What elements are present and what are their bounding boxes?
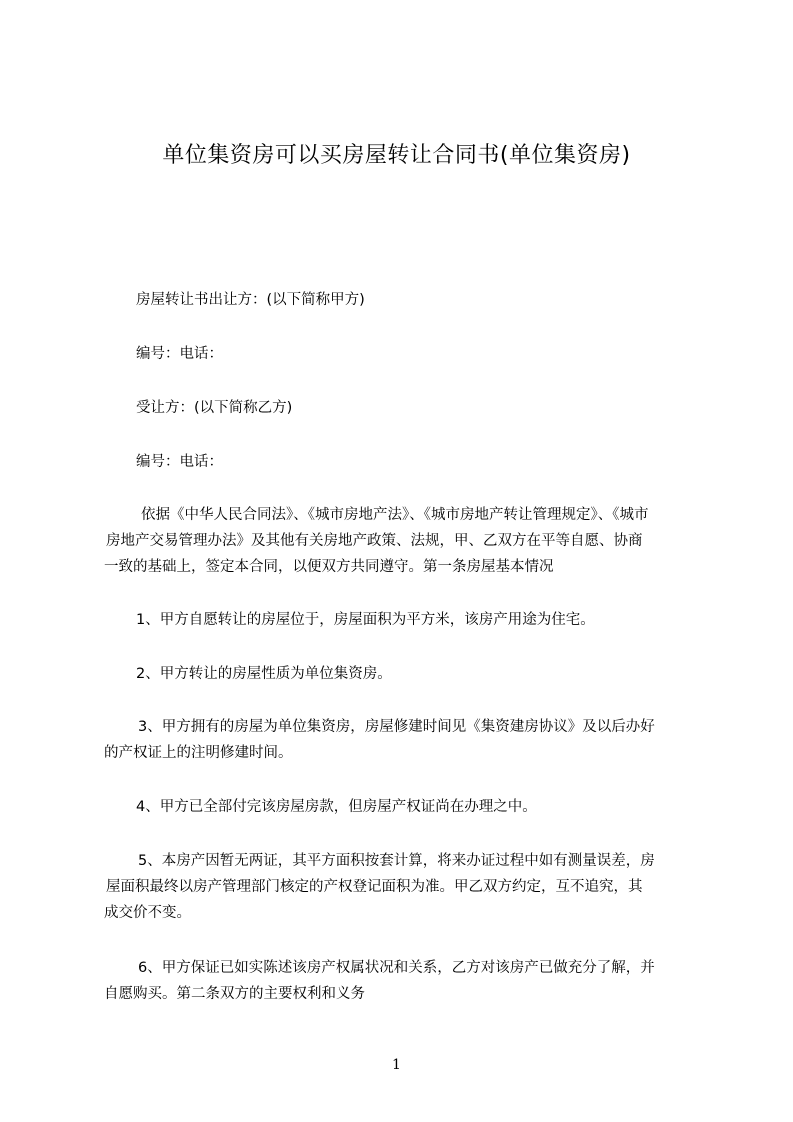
paragraph-line: 的产权证上的注明修建时间。: [104, 745, 293, 761]
paragraph-line: 6、甲方保证已如实陈述该房产权属状况和关系，乙方对该房产已做充分了解，并: [138, 960, 655, 976]
paragraph-line: 成交价不变。: [104, 905, 191, 921]
paragraph-line: 房地产交易管理办法》及其他有关房地产政策、法规，甲、乙双方在平等自愿、协商: [106, 533, 643, 549]
paragraph-line: 依据《中华人民合同法》、《城市房地产法》、《城市房地产转让管理规定》、《城市: [141, 507, 649, 523]
paragraph-legal-basis: [104, 502, 714, 580]
paragraph-line: 受让方：(以下简称乙方): [136, 400, 293, 416]
paragraph-line: 4、甲方已全部付完该房屋房款，但房屋产权证尚在办理之中。: [136, 799, 537, 815]
paragraph-line: 2、甲方转让的房屋性质为单位集资房。: [136, 666, 392, 682]
paragraph-line: 自愿购买。第二条双方的主要权利和义务: [104, 986, 365, 1002]
paragraph-clause-3: [104, 714, 714, 766]
paragraph-clause-4: [136, 794, 746, 820]
paragraph-line: 1、甲方自愿转让的房屋位于，房屋面积为平方米，该房产用途为住宅。: [136, 612, 595, 628]
paragraph-buyer: [136, 395, 746, 421]
paragraph-buyer-contact: [136, 449, 746, 475]
paragraph-line: 编号：电话：: [136, 346, 223, 362]
page-number: 1: [392, 1057, 401, 1073]
paragraph-line: 房屋转让书出让方：(以下简称甲方): [136, 292, 365, 308]
paragraph-clause-6: [104, 955, 714, 1007]
paragraph-clause-1: [136, 607, 746, 633]
paragraph-line: 3、甲方拥有的房屋为单位集资房，房屋修建时间见《集资建房协议》及以后办好: [138, 719, 655, 735]
paragraph-line: 编号：电话：: [136, 454, 223, 470]
paragraph-clause-2: [136, 661, 746, 687]
paragraph-line: 一致的基础上，签定本合同，以便双方共同遵守。第一条房屋基本情况: [104, 559, 554, 575]
document-title: 单位集资房可以买房屋转让合同书(单位集资房): [162, 143, 631, 168]
paragraph-seller-contact: [136, 341, 746, 367]
paragraph-line: 5、本房产因暂无两证，其平方面积按套计算，将来办证过程中如有测量误差，房: [138, 853, 655, 869]
paragraph-seller: [136, 287, 746, 313]
paragraph-clause-5: [104, 848, 714, 926]
paragraph-line: 屋面积最终以房产管理部门核定的产权登记面积为准。甲乙双方约定，互不追究，其: [106, 879, 643, 895]
